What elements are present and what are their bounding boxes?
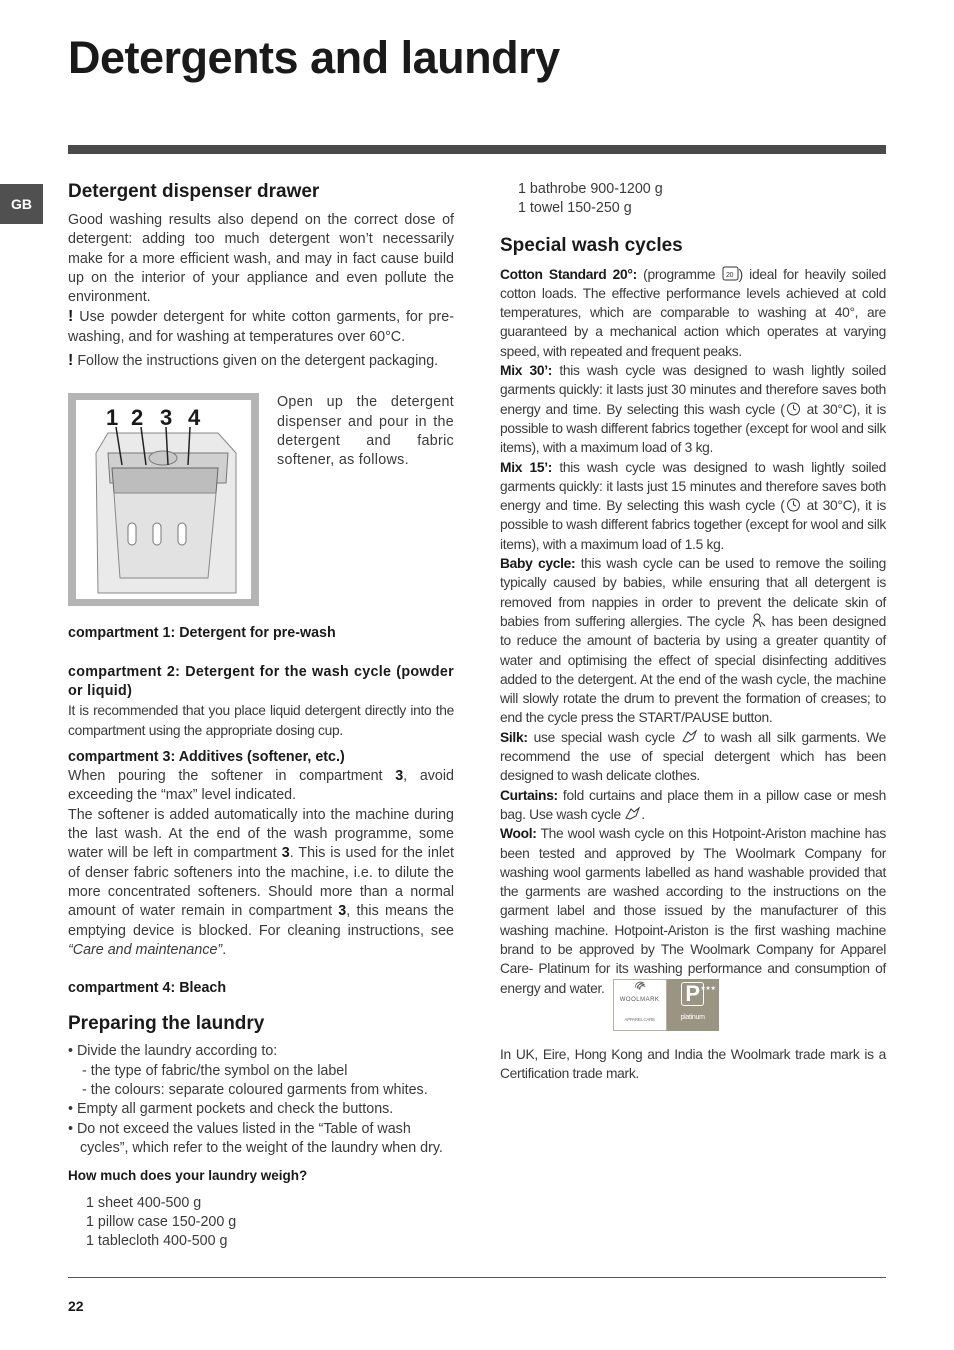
platinum-logo-text: platinum bbox=[680, 1013, 705, 1021]
weight-item: 1 sheet 400-500 g bbox=[86, 1194, 202, 1211]
compartment-3-text-b bbox=[68, 806, 454, 960]
list-item: • Divide the laundry according to: bbox=[68, 1043, 278, 1060]
care-maintenance-ref: “Care and maintenance” bbox=[68, 941, 223, 958]
c3-text: , this means the emptying device is blocked. For cleaning instructions, see bbox=[68, 903, 454, 939]
dispenser-drawer-illustration bbox=[68, 393, 259, 606]
compartment-1: compartment 1: Detergent for pre-wash bbox=[68, 625, 336, 642]
curtains-text: fold curtains and place them in a pillow case or mesh bag. Use wash cycle bbox=[500, 787, 886, 822]
warning-packaging-text: Follow the instructions given on the detergent packaging. bbox=[77, 353, 439, 370]
weight-item: 1 tablecloth 400-500 g bbox=[86, 1233, 228, 1250]
wool bbox=[500, 824, 886, 1030]
mix-30 bbox=[500, 361, 886, 457]
c3-text: When pouring the softener in compartment bbox=[68, 768, 396, 785]
weight-item: 1 pillow case 150-200 g bbox=[86, 1213, 237, 1230]
baby-cycle bbox=[500, 554, 886, 728]
list-item: • Empty all garment pockets and check the buttons. bbox=[68, 1101, 394, 1118]
platinum-stars: ★★★ bbox=[700, 985, 716, 992]
weights-list-cont bbox=[500, 180, 886, 219]
mix15-text: at 30°C), it is possible to wash different fabrics together (except for wool and silk items), with a maximum load of 1.5 kg. bbox=[500, 498, 886, 552]
cotton-label: Cotton Standard 20°: bbox=[500, 266, 637, 282]
warning-packaging bbox=[68, 351, 454, 371]
mix15-label: Mix 15’: bbox=[500, 459, 553, 475]
woolmark-symbol-icon bbox=[627, 980, 653, 991]
silk-text: use special wash cycle bbox=[527, 729, 681, 745]
footer-divider bbox=[68, 1277, 886, 1278]
left-column bbox=[68, 180, 454, 1251]
compartment-4: compartment 4: Bleach bbox=[68, 980, 227, 997]
compartment-3: compartment 3: Additives (softener, etc.) bbox=[68, 748, 345, 765]
list-item: - the colours: separate coloured garments from whites. bbox=[82, 1082, 428, 1099]
special-heading: Special wash cycles bbox=[500, 234, 683, 256]
mix30-label: Mix 30’: bbox=[500, 363, 553, 379]
baby-label: Baby cycle: bbox=[500, 556, 576, 572]
figure-label-3: 3 bbox=[160, 405, 173, 431]
cotton-text: ) ideal for heavily soiled cotton loads. The effective performance levels achieved at cold temperatures, which are comparable to washing at 40°, are guaranteed by a mechanical action which operates at varying speed, with repeated and frequent peaks. bbox=[500, 266, 886, 359]
curtain-hand-icon bbox=[624, 806, 641, 821]
figure-caption: Open up the detergent dispenser and pour in the detergent and fabric softener, as follows. bbox=[277, 394, 454, 469]
warning-mark: ! bbox=[68, 352, 74, 370]
right-column bbox=[500, 180, 886, 1083]
baby-text: this wash cycle can be used to remove the soiling typically caused by babies, while ensuring that all detergent is removed from nappies in order to prevent the delicate skin of babies from suffering allergies. The cycle bbox=[500, 556, 886, 629]
page-number: 22 bbox=[68, 1298, 84, 1314]
weight-item: 1 bathrobe 900-1200 g bbox=[518, 181, 663, 197]
svg-text:20: 20 bbox=[725, 271, 733, 279]
mix-15 bbox=[500, 458, 886, 554]
c3-text: , avoid exceeding the “max” level indicated. bbox=[68, 768, 455, 804]
dispenser-figure-block bbox=[68, 393, 454, 606]
curtains-text: . bbox=[641, 806, 645, 822]
mix30-text: at 30°C), it is possible to wash different fabrics together (except for wool and silk items), with a maximum load of 3 kg. bbox=[500, 401, 886, 456]
page-title: Detergents and laundry bbox=[68, 32, 560, 83]
warning-powder-text: Use powder detergent for white cotton garments, for pre-washing, and for washing at temperatures over 60°C. bbox=[68, 309, 454, 345]
silk bbox=[500, 728, 886, 786]
compartment-2: compartment 2: Detergent for the wash cycle (powder or liquid) bbox=[68, 663, 454, 699]
c3-number: 3 bbox=[338, 903, 347, 920]
silk-text: to wash all silk garments. We recommend the use of special detergent which has been designed to wash delicate clothes. bbox=[500, 729, 886, 784]
c3-number: 3 bbox=[395, 768, 404, 785]
timer-15-icon bbox=[785, 497, 802, 512]
weigh-heading: How much does your laundry weigh? bbox=[68, 1168, 308, 1184]
baby-text: has been designed to reduce the amount of bacteria by using a greater quantity of water and optimising the effect of special disinfecting additives added to the detergent. At the end of the wash cycle, the machine will slowly rotate the drum to prevent the formation of creases; to end the cycle press the START/PAUSE button. bbox=[500, 613, 886, 726]
language-tab: GB bbox=[0, 184, 43, 224]
trademark-note: In UK, Eire, Hong Kong and India the Woolmark trade mark is a Certification trade mark. bbox=[500, 1046, 886, 1081]
drum-programme-icon bbox=[722, 266, 739, 281]
c3-number: 3 bbox=[281, 845, 290, 862]
certification-logos bbox=[613, 979, 719, 1031]
warning-powder bbox=[68, 307, 454, 347]
wool-label: Wool: bbox=[500, 826, 537, 842]
mix15-text: this wash cycle was designed to wash lightly soiled garments quickly: it lasts just 15 minutes and therefore saves both energy and time. By selecting this wash cycle ( bbox=[500, 459, 886, 514]
silk-hand-icon bbox=[681, 729, 698, 744]
laundry-heading: Preparing the laundry bbox=[68, 1013, 265, 1035]
compartment-3-text-a bbox=[68, 767, 454, 806]
list-item: - the type of fabric/the symbol on the label bbox=[82, 1062, 348, 1079]
platinum-p-icon: P bbox=[681, 982, 703, 1006]
woolmark-logo bbox=[613, 979, 667, 1031]
wool-text: The wool wash cycle on this Hotpoint-Ariston machine has been tested and approved by The Woolmark Company for washing wool garments labelled as hand washable provided that the garments are washed according to the instructions on the garment label and those issued by the manufacturer of this washing machine. Hotpoint-Ariston is the first washing machine brand to be approved by The Woolmark Company for Apparel Care- Platinum for its washing performance and consumption of energy and water. bbox=[500, 826, 886, 996]
dispenser-intro: Good washing results also depend on the correct dose of detergent: adding too much detergent won’t necessarily make for a more efficient wash, and may in fact cause build up on the interior of your appliance and even pollute the environment. bbox=[68, 212, 454, 306]
figure-label-4: 4 bbox=[188, 405, 201, 431]
curtains bbox=[500, 786, 886, 825]
laundry-list bbox=[68, 1042, 454, 1158]
c3-text: The softener is added automatically into the machine during the last wash. At the end of the wash programme, some water will be left in compartment bbox=[68, 806, 454, 862]
woolmark-logo-subtext: APPAREL CARE bbox=[624, 1017, 655, 1023]
figure-label-1: 1 bbox=[106, 405, 119, 431]
list-item: • Do not exceed the values listed in the “Table of wash cycles”, which refer to the weight of the laundry when dry. bbox=[68, 1120, 443, 1156]
warning-mark: ! bbox=[68, 308, 74, 326]
weight-item: 1 towel 150-250 g bbox=[518, 200, 632, 217]
figure-label-2: 2 bbox=[131, 405, 144, 431]
cotton-text: (programme bbox=[636, 266, 722, 282]
dispenser-heading: Detergent dispenser drawer bbox=[68, 181, 320, 202]
timer-30-icon bbox=[785, 401, 802, 416]
silk-label: Silk: bbox=[500, 729, 528, 745]
mix30-text: this wash cycle was designed to wash lightly soiled garments quickly: it lasts just 30 minutes and therefore saves both energy and time. By selecting this wash cycle ( bbox=[500, 363, 886, 417]
platinum-logo bbox=[667, 979, 719, 1031]
c3-text: . This is used for the inlet of denser fabric softeners into the machine, i.e. to dilute the more concentrated softeners. Should more than a normal amount of water remain in compartment bbox=[68, 845, 454, 920]
baby-icon bbox=[750, 613, 767, 628]
compartment-2-text: It is recommended that you place liquid detergent directly into the compartment using the appropriate dosing cup. bbox=[68, 703, 454, 738]
cotton-standard bbox=[500, 265, 886, 361]
weights-list bbox=[68, 1194, 454, 1252]
c3-text: . bbox=[222, 941, 227, 958]
woolmark-logo-text: WOOLMARK bbox=[619, 996, 660, 1003]
curtains-label: Curtains: bbox=[500, 787, 558, 803]
title-divider bbox=[68, 145, 886, 154]
